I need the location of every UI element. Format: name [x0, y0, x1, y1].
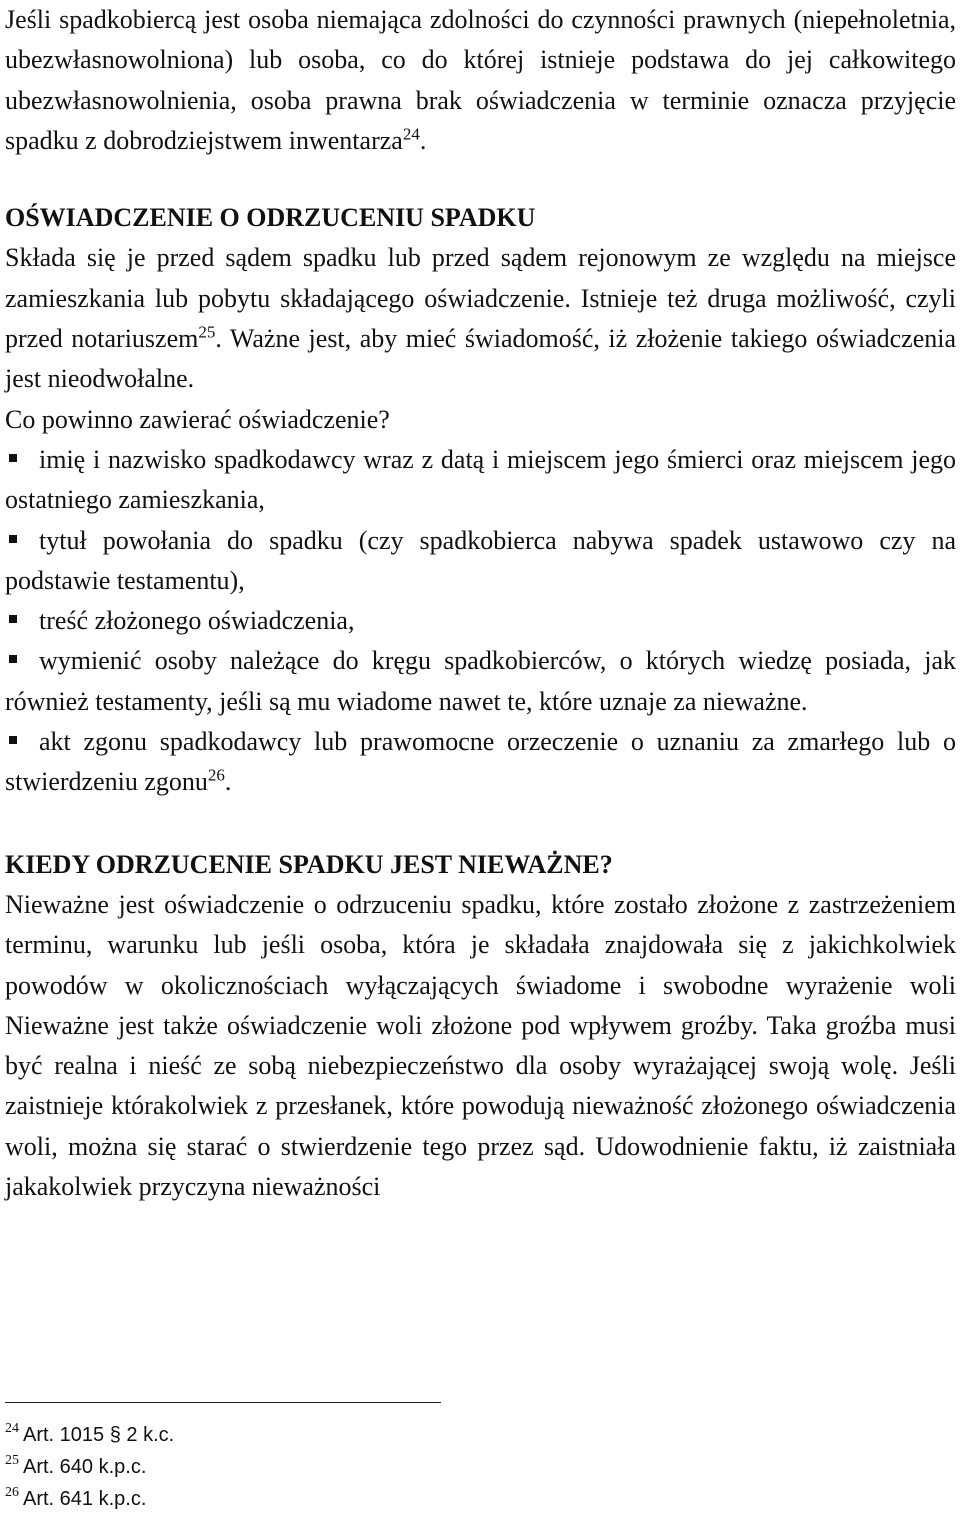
- section1-text-a: Składa się je przed sądem spadku lub przed sądem rejonowym ze względu na miejsce zamieszkania lub pobytu składającego oświadczenie. Istnieje też druga możliwość, czyli przed notariuszem: [5, 243, 956, 354]
- footnotes: [5, 1402, 441, 1515]
- section1-text-b: . Ważne jest, aby mieć świadomość, iż złożenie takiego oświadczenia jest nieodwołalne.: [5, 324, 957, 394]
- bullet-list: [5, 440, 956, 803]
- footnote-text: Art. 640 k.p.c.: [23, 1456, 147, 1478]
- footnote-text: Art. 1015 § 2 k.c.: [23, 1424, 175, 1446]
- list-item-text: imię i nazwisko spadkodawcy wraz z datą i miejscem jego śmierci oraz miejscem jego ostatniego zamieszkania,: [5, 444, 956, 515]
- list-item-text: wymienić osoby należące do kręgu spadkobierców, o których wiedzę posiada, jak również testamenty, jeśli są mu wiadome nawet te, które uznaje za nieważne.: [5, 646, 956, 716]
- section-heading-niewazne: KIEDY ODRZUCENIE SPADKU JEST NIEWAŻNE?: [5, 849, 613, 879]
- list-item-text: tytuł powołania do spadku (czy spadkobierca nabywa spadek ustawowo czy na podstawie testamentu),: [5, 525, 956, 595]
- footnote-number: 26: [5, 1485, 19, 1500]
- square-bullet-icon: [9, 736, 17, 744]
- footnote-25: [5, 1451, 441, 1483]
- footnote-ref-26[interactable]: 26: [207, 765, 225, 785]
- square-bullet-icon: [9, 535, 17, 543]
- footnote-ref-25[interactable]: 25: [198, 322, 216, 342]
- section2-paragraph: Nieważne jest oświadczenie o odrzuceniu spadku, które zostało złożone z zastrzeżeniem terminu, warunku lub jeśli osoba, która je składała znajdowała się z jakichkolwiek powodów w okolicznościach wyłączających świadome i swobodne wyrażenie woli Nieważne jest także oświadczenie woli złożone pod wpływem groźby. Taka groźba musi być realna i nieść ze sobą niebezpieczeństwo dla osoby wyrażającej swoją wolę. Jeśli zaistnieje którakolwiek z przesłanek, które powodują nieważność złożonego oświadczenia woli, można się starać o stwierdzenie tego przez sąd. Udowodnienie faktu, iż zaistniała jakakolwiek przyczyna nieważności: [5, 889, 956, 1202]
- footnote-24: [5, 1419, 441, 1451]
- list-item-end: .: [224, 767, 232, 797]
- footnote-text: Art. 641 k.p.c.: [23, 1488, 147, 1510]
- intro-end: .: [419, 125, 427, 155]
- section-heading-oswiadczenie: OŚWIADCZENIE O ODRZUCENIU SPADKU: [5, 203, 536, 233]
- list-item: [5, 521, 956, 602]
- footnote-26: [5, 1483, 441, 1515]
- square-bullet-icon: [9, 454, 17, 462]
- intro-text: Jeśli spadkobiercą jest osoba niemająca zdolności do czynności prawnych (niepełnoletnia, ubezwłasnowolniona) lub osoba, co do której istnieje podstawa do jej całkowitego ubezwłasnowolnienia, osoba prawna brak oświadczenia w terminie oznacza przyjęcie spadku z dobrodziejstwem inwentarza: [5, 5, 956, 155]
- list-item: [5, 641, 956, 722]
- square-bullet-icon: [9, 655, 17, 663]
- list-item: [5, 722, 956, 803]
- square-bullet-icon: [9, 615, 17, 623]
- footnote-number: 24: [5, 1421, 19, 1436]
- footnote-ref-24[interactable]: 24: [402, 124, 420, 144]
- footnote-separator: [5, 1402, 441, 1403]
- section1-paragraph: [5, 238, 956, 399]
- list-item: [5, 440, 956, 521]
- intro-paragraph: [5, 0, 956, 161]
- question-line: Co powinno zawierać oświadczenie?: [5, 404, 390, 434]
- list-item-text: akt zgonu spadkodawcy lub prawomocne orzeczenie o uznaniu za zmarłego lub o stwierdzeniu zgonu: [5, 727, 956, 797]
- list-item: [5, 601, 956, 641]
- footnote-number: 25: [5, 1453, 19, 1468]
- list-item-text: treść złożonego oświadczenia,: [39, 606, 355, 636]
